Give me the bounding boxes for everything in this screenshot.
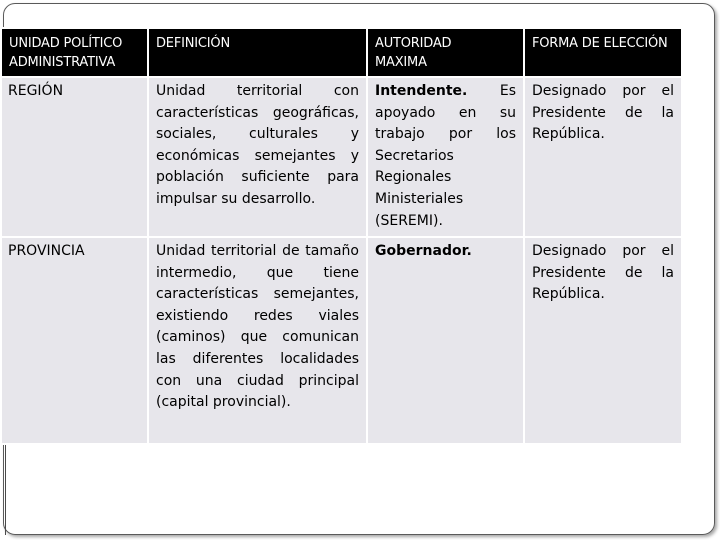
table-header-row	[1, 28, 682, 77]
header-autoridad-line-2: MAXIMA	[375, 55, 427, 70]
cell-eleccion: Designado por el Presidente de la República.	[524, 237, 682, 444]
header-autoridad	[367, 28, 524, 77]
autoridad-title: Gobernador.	[375, 243, 472, 259]
table-row	[1, 77, 682, 237]
cell-autoridad	[367, 77, 524, 237]
header-autoridad-line-1: AUTORIDAD	[375, 36, 452, 51]
autoridad-detail: Es apoyado en su trabajo por los Secretarios Regionales Ministeriales (SEREMI).	[375, 83, 516, 229]
header-eleccion	[524, 28, 682, 77]
header-unidad	[1, 28, 148, 77]
header-eleccion-line-1: FORMA DE ELECCIÓN	[532, 36, 668, 51]
cell-unidad: REGIÓN	[1, 77, 148, 237]
frame-divider	[5, 440, 6, 535]
cell-unidad: PROVINCIA	[1, 237, 148, 444]
header-unidad-line-2: ADMINISTRATIVA	[9, 55, 116, 70]
header-unidad-line-1: UNIDAD POLÍTICO	[9, 36, 123, 51]
autoridad-title: Intendente.	[375, 83, 468, 99]
cell-definicion: Unidad territorial de tamaño intermedio, que tiene características semejantes, existiendo redes viales (caminos) que comunican las diferentes localidades con una ciudad principal (capital provincial).	[148, 237, 367, 444]
header-definicion-line-1: DEFINICIÓN	[156, 36, 230, 51]
cell-definicion: Unidad territorial con características geográficas, sociales, culturales y económicas semejantes y población suficiente para impulsar su desarrollo.	[148, 77, 367, 237]
table-row	[1, 237, 682, 444]
header-definicion	[148, 28, 367, 77]
cell-eleccion: Designado por el Presidente de la República.	[524, 77, 682, 237]
political-units-table	[0, 27, 683, 445]
cell-autoridad	[367, 237, 524, 444]
